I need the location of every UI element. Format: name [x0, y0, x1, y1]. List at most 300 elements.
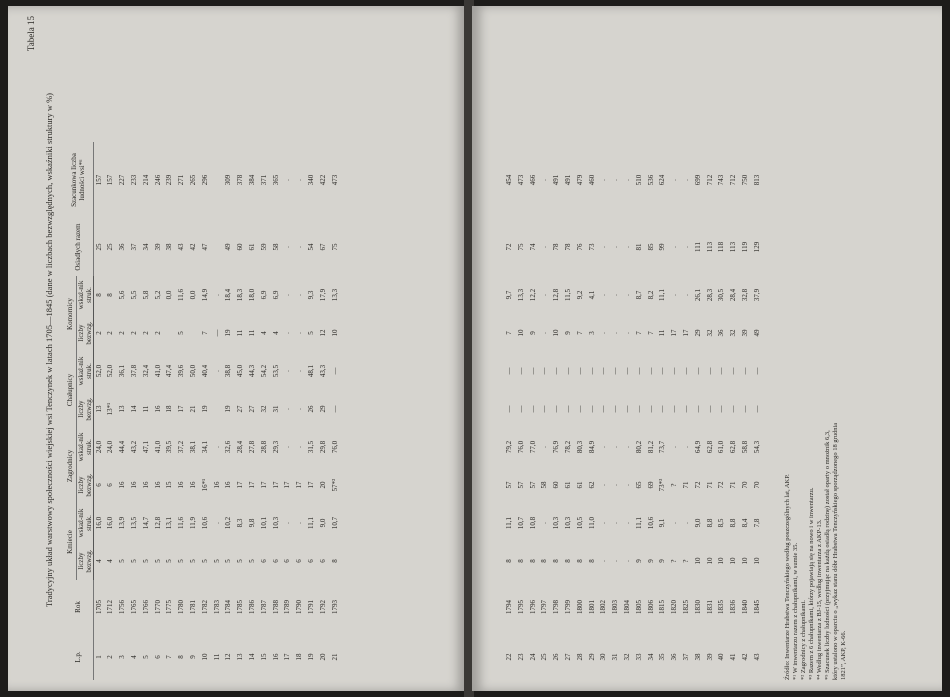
- table-cell: 6: [271, 559, 280, 563]
- header-lp: L.p.: [64, 634, 93, 680]
- table-cell: 1804: [622, 600, 631, 614]
- table-cell: 49: [224, 243, 233, 251]
- table-cell: 16: [153, 405, 162, 413]
- table-cell: 227: [118, 174, 127, 186]
- table-row: [247, 142, 259, 680]
- table-cell: 365: [271, 174, 280, 186]
- header-liczby: liczby bezwzg.: [76, 542, 93, 580]
- table-cell: —: [563, 367, 572, 375]
- table-cell: —: [552, 405, 561, 413]
- table-cell: 78: [552, 243, 561, 251]
- table-cell: 11: [247, 329, 256, 337]
- table-row: [212, 142, 224, 680]
- table-cell: —: [634, 405, 643, 413]
- table-cell: 0,0: [188, 290, 197, 300]
- table-row: [294, 142, 306, 680]
- table-cell: .: [611, 522, 620, 524]
- table-cell: 384: [247, 174, 256, 186]
- table-cell: 4: [259, 331, 268, 335]
- table-cell: 5,8: [141, 290, 150, 300]
- header-wskaznik: wskaź-nik struk.: [76, 352, 93, 390]
- table-row: [188, 142, 200, 680]
- table-cell: 1712: [106, 600, 115, 614]
- table-cell: 9: [634, 559, 643, 563]
- table-cell: 42: [740, 653, 749, 661]
- table-cell: —: [528, 367, 537, 375]
- table-cell: 39: [740, 329, 749, 337]
- table-cell: [212, 218, 224, 276]
- table-cell: —: [516, 405, 525, 413]
- table-cell: 5: [306, 331, 315, 335]
- table-cell: 41,0: [153, 364, 162, 378]
- table-cell: 31: [611, 653, 620, 661]
- table-cell: .: [283, 522, 292, 524]
- table-cell: .: [611, 560, 620, 562]
- table-cell: 8: [552, 559, 561, 563]
- table-cell: .: [599, 294, 608, 296]
- table-cell: 8: [505, 559, 513, 563]
- table-cell: .: [540, 522, 549, 524]
- table-cell: 30: [599, 653, 608, 661]
- table-cell: 712: [729, 174, 738, 186]
- table-cell: 11: [141, 405, 150, 413]
- table-cell: 7: [165, 655, 174, 659]
- table-cell: 17: [177, 405, 186, 413]
- table-cell: 9: [528, 331, 537, 335]
- table-cell: —: [599, 405, 608, 413]
- table-cell: 27,8: [247, 440, 256, 454]
- table-cell: 10,6: [646, 516, 655, 530]
- table-cell: 43: [752, 653, 761, 661]
- table-cell: 16: [118, 481, 127, 489]
- table-cell: 5: [188, 559, 197, 563]
- table-row: [141, 142, 153, 680]
- table-row: [646, 142, 658, 680]
- footnote-line: Źródło: Inwentarze Hrabstwa Tenczyńskiego według poszczególnych lat, AKP.: [784, 474, 791, 680]
- table-cell: 58: [271, 243, 280, 251]
- table-cell: 1815: [658, 600, 667, 614]
- table-cell: 43: [177, 243, 186, 251]
- footnote-line: *⁵ Szacunek liczby ludności (przyjmując na każdą osiadłą rodzinę) został oparty o mnożnik 6,3,: [824, 430, 831, 680]
- table-cell: 10,6: [200, 516, 209, 530]
- table-cell: .: [670, 522, 679, 524]
- table-cell: 624: [658, 174, 667, 186]
- table-cell: —: [752, 367, 761, 375]
- table-cell: .: [622, 246, 631, 248]
- table-cell: 1794: [505, 600, 513, 614]
- table-cell: 52,0: [106, 364, 115, 378]
- table-cell: 39,6: [177, 364, 186, 378]
- table-row: [752, 142, 764, 680]
- table-cell: 5: [177, 559, 186, 563]
- table-row: [598, 142, 610, 680]
- table-cell: 13: [118, 405, 127, 413]
- table-cell: 49: [752, 329, 761, 337]
- table-cell: 17: [247, 481, 256, 489]
- table-cell: 37,2: [177, 440, 186, 454]
- table-cell: —: [212, 329, 221, 337]
- table-cell: —: [693, 405, 702, 413]
- table-cell: 11,5: [563, 289, 572, 301]
- table-cell: 24,0: [94, 440, 103, 454]
- table-cell: 1790: [295, 600, 304, 614]
- table-cell: 11: [658, 329, 667, 337]
- table-cell: 5,5: [129, 290, 138, 300]
- table-row: [176, 142, 188, 680]
- table-cell: 75: [516, 243, 525, 251]
- table-cell: 20: [318, 481, 327, 489]
- table-cell: 12: [318, 329, 327, 337]
- table-cell: 5,6: [118, 290, 127, 300]
- table-cell: 8,4: [740, 518, 749, 528]
- table-cell: 2: [106, 331, 115, 335]
- table-cell: 5: [247, 559, 256, 563]
- table-cell: 32: [622, 653, 631, 661]
- table-cell: 6: [94, 483, 103, 487]
- table-cell: 81,2: [646, 440, 655, 454]
- table-row: [539, 142, 551, 680]
- table-cell: 10: [552, 329, 561, 337]
- table-cell: 72: [693, 481, 702, 489]
- table-cell: 1756: [118, 600, 127, 614]
- table-cell: 17: [670, 329, 679, 337]
- table-cell: 47,1: [141, 440, 150, 454]
- table-cell: 1782: [200, 600, 209, 614]
- table-cell: 1784: [224, 600, 233, 614]
- table-cell: —: [717, 367, 726, 375]
- table-cell: 8,7: [634, 290, 643, 300]
- table-cell: 32,6: [224, 440, 233, 454]
- table-cell: 25: [540, 653, 549, 661]
- table-cell: .: [283, 408, 292, 410]
- table-cell: 16: [153, 481, 162, 489]
- table-cell: 699: [693, 174, 702, 186]
- table-cell: 10: [330, 329, 339, 337]
- table-cell: 75: [330, 243, 339, 251]
- table-cell: .: [295, 370, 304, 372]
- table-cell: 14: [247, 653, 256, 661]
- table-cell: —: [505, 367, 513, 375]
- table-cell: 536: [646, 174, 655, 186]
- table-cell: 26,1: [693, 288, 702, 302]
- table-cell: 491: [563, 174, 572, 186]
- header-liczby: liczby bezwzg.: [76, 314, 93, 352]
- table-cell: 38,8: [224, 364, 233, 378]
- table-cell: 1835: [717, 600, 726, 614]
- table-cell: .: [622, 446, 631, 448]
- table-cell: 36: [717, 329, 726, 337]
- table-cell: 57: [505, 481, 513, 489]
- table-cell: 271: [177, 174, 186, 186]
- table-cell: 13*¹: [106, 402, 115, 416]
- table-cell: 113: [705, 241, 714, 253]
- table-cell: —: [752, 405, 761, 413]
- table-cell: 10,8: [528, 516, 537, 530]
- table-cell: 1: [94, 655, 103, 659]
- table-cell: 17,9: [318, 288, 327, 302]
- table-cell: 10,1: [259, 516, 268, 530]
- table-cell: 265: [188, 174, 197, 186]
- table-cell: 21: [330, 653, 339, 661]
- table-cell: 19: [306, 653, 315, 661]
- table-cell: 129: [752, 241, 761, 253]
- table-cell: 11,6: [177, 289, 186, 301]
- table-cell: 32: [729, 329, 738, 337]
- table-cell: 61,0: [717, 440, 726, 454]
- table-cell: 37,9: [752, 288, 761, 302]
- table-cell: 17: [283, 481, 292, 489]
- table-cell: 296: [200, 174, 209, 186]
- table-row: [563, 142, 575, 680]
- table-row: [235, 142, 247, 680]
- table-cell: —: [552, 367, 561, 375]
- table-cell: 38: [165, 243, 174, 251]
- table-cell: 16: [141, 481, 150, 489]
- table-cell: 7: [505, 331, 513, 335]
- table-cell: 28,4: [729, 288, 738, 302]
- table-cell: 34: [646, 653, 655, 661]
- table-cell: 52,0: [94, 364, 103, 378]
- table-cell: 29: [318, 405, 327, 413]
- table-cell: .: [212, 294, 221, 296]
- table-cell: 9: [188, 655, 197, 659]
- table-cell: —: [599, 367, 608, 375]
- table-cell: 53,5: [271, 364, 280, 378]
- table-cell: 479: [575, 174, 584, 186]
- table-cell: .: [599, 522, 608, 524]
- table-row: [306, 142, 318, 680]
- table-cell: 1801: [587, 600, 596, 614]
- table-cell: 76,0: [516, 440, 525, 454]
- table-cell: 9,7: [505, 290, 513, 300]
- table-cell: .: [295, 246, 304, 248]
- table-cell: 10: [717, 557, 726, 565]
- table-cell: 1765: [129, 600, 138, 614]
- table-cell: .: [681, 179, 690, 181]
- table-cell: 10: [729, 557, 738, 565]
- table-cell: 8: [177, 655, 186, 659]
- table-cell: —: [658, 405, 667, 413]
- table-cell: .: [212, 370, 221, 372]
- table-cell: 41,0: [153, 440, 162, 454]
- table-cell: .: [670, 294, 679, 296]
- table-cell: 1792: [318, 600, 327, 614]
- footnotes: [784, 423, 848, 680]
- table-cell: 57*²: [330, 478, 339, 492]
- table-cell: 19: [224, 405, 233, 413]
- table-cell: 76,9: [552, 440, 561, 454]
- table-cell: 5: [153, 559, 162, 563]
- table-cell: 79,2: [505, 440, 513, 454]
- table-cell: 111: [693, 242, 702, 252]
- table-cell: 1770: [153, 600, 162, 614]
- table-cell: 10: [752, 557, 761, 565]
- table-cell: 9,0: [693, 518, 702, 528]
- table-cell: 13: [236, 653, 245, 661]
- data-table-right: [504, 142, 764, 680]
- table-cell: .: [670, 446, 679, 448]
- table-caption: Tradycyjny układ warstwowy społeczności wiejskiej wsi Tenczynek w latach 1705—1845 (dane w liczbach bezwzględnych, wskaźniki struktury w %): [44, 93, 54, 607]
- table-cell: 17: [271, 481, 280, 489]
- table-cell: 13: [94, 405, 103, 413]
- table-cell: 27: [247, 405, 256, 413]
- table-cell: 37,8: [129, 364, 138, 378]
- table-cell: 1820: [670, 600, 679, 614]
- table-cell: 32,8: [740, 288, 749, 302]
- table-cell: 71: [681, 481, 690, 489]
- table-cell: 4: [271, 331, 280, 335]
- table-cell: 76,0: [330, 440, 339, 454]
- table-cell: 73*³: [658, 478, 667, 492]
- table-cell: 7: [200, 331, 209, 335]
- table-cell: ?: [670, 559, 679, 563]
- table-cell: 1805: [634, 600, 643, 614]
- table-cell: 14,9: [200, 288, 209, 302]
- table-cell: 17: [306, 481, 315, 489]
- table-cell: —: [717, 405, 726, 413]
- footnote-line: *² Zagrodnicy z chałupnikami.: [800, 600, 807, 680]
- table-row: [93, 142, 105, 680]
- table-cell: .: [611, 246, 620, 248]
- table-cell: —: [681, 367, 690, 375]
- table-cell: .: [599, 179, 608, 181]
- table-cell: 3: [118, 655, 127, 659]
- table-cell: 24: [528, 653, 537, 661]
- table-cell: 1705: [94, 600, 103, 614]
- table-cell: 62,8: [705, 440, 714, 454]
- table-cell: .: [540, 246, 549, 248]
- table-cell: 65: [634, 481, 643, 489]
- table-cell: .: [611, 446, 620, 448]
- footnote-line: *⁴ Według inwentarza z BJ-15, według inwentarza z AKP-13.: [816, 519, 823, 680]
- table-row: [587, 142, 599, 680]
- table-cell: 60: [236, 243, 245, 251]
- table-cell: 61: [575, 481, 584, 489]
- table-cell: 25: [94, 243, 103, 251]
- table-cell: .: [681, 246, 690, 248]
- header-komornicy: Komornicy: [64, 276, 76, 352]
- table-cell: 15: [259, 653, 268, 661]
- table-row: [528, 142, 540, 680]
- table-cell: 6: [283, 559, 292, 563]
- table-row: [610, 142, 622, 680]
- table-cell: 74: [528, 243, 537, 251]
- table-cell: ?: [670, 483, 679, 487]
- table-cell: —: [622, 367, 631, 375]
- table-cell: 8,2: [646, 290, 655, 300]
- table-cell: 1836: [729, 600, 738, 614]
- table-cell: 62: [587, 481, 596, 489]
- table-cell: 30,5: [717, 288, 726, 302]
- table-cell: 73,7: [658, 440, 667, 454]
- table-cell: —: [681, 405, 690, 413]
- table-cell: .: [681, 446, 690, 448]
- table-row: [223, 142, 235, 680]
- table-cell: 466: [528, 174, 537, 186]
- table-cell: 5: [236, 559, 245, 563]
- table-cell: 6: [295, 559, 304, 563]
- table-cell: —: [587, 405, 596, 413]
- table-cell: 5: [212, 559, 221, 563]
- table-cell: 10: [705, 557, 714, 565]
- table-cell: 6: [106, 483, 115, 487]
- table-cell: —: [528, 405, 537, 413]
- table-cell: .: [611, 484, 620, 486]
- table-cell: 8,8: [729, 518, 738, 528]
- table-cell: 23: [516, 653, 525, 661]
- table-cell: .: [681, 522, 690, 524]
- table-row: [129, 142, 141, 680]
- table-cell: 12,2: [528, 288, 537, 302]
- header-wskaznik: wskaź-nik struk.: [76, 504, 93, 542]
- table-cell: 39: [705, 653, 714, 661]
- table-cell: .: [295, 522, 304, 524]
- table-row: [516, 142, 528, 680]
- table-cell: 13,3: [516, 288, 525, 302]
- table-cell: 25: [106, 243, 115, 251]
- table-cell: 1791: [306, 600, 315, 614]
- table-cell: .: [283, 246, 292, 248]
- header-osiadlych: Osiadłych razem: [64, 218, 93, 276]
- table-cell: 1806: [646, 600, 655, 614]
- table-cell: 12: [224, 653, 233, 661]
- table-cell: 813: [752, 174, 761, 186]
- table-cell: 18,0: [247, 288, 256, 302]
- table-cell: 233: [129, 174, 138, 186]
- table-cell: 32: [705, 329, 714, 337]
- table-cell: 16: [188, 481, 197, 489]
- table-cell: 8: [528, 559, 537, 563]
- table-cell: 510: [634, 174, 643, 186]
- table-cell: 11,1: [505, 517, 513, 529]
- table-cell: 99: [658, 243, 667, 251]
- table-cell: .: [540, 332, 549, 334]
- table-cell: 9,1: [658, 518, 667, 528]
- table-cell: 750: [740, 174, 749, 186]
- table-cell: —: [693, 367, 702, 375]
- table-cell: 34: [141, 243, 150, 251]
- table-cell: 43,3: [318, 364, 327, 378]
- table-cell: 42: [188, 243, 197, 251]
- table-cell: 712: [705, 174, 714, 186]
- table-cell: 16: [177, 481, 186, 489]
- table-cell: .: [670, 246, 679, 248]
- table-cell: 39: [153, 243, 162, 251]
- table-cell: 17: [283, 653, 292, 661]
- table-cell: 1831: [705, 600, 714, 614]
- footnote-line: 1821”, AKP, K-66.: [840, 630, 847, 680]
- table-cell: 72: [717, 481, 726, 489]
- table-row: [622, 142, 634, 680]
- table-cell: —: [330, 405, 339, 413]
- table-cell: .: [611, 179, 620, 181]
- table-cell: 11: [212, 653, 221, 661]
- table-cell: 16*¹: [200, 478, 209, 492]
- table-cell: 157: [106, 174, 115, 186]
- footnote-line: *¹ W inwentarzu razem z chałupnikami, w sumie 35.: [792, 542, 799, 680]
- table-cell: 8,3: [236, 518, 245, 528]
- table-cell: 13,5: [129, 516, 138, 530]
- table-cell: 9: [646, 559, 655, 563]
- table-row: [634, 142, 646, 680]
- table-cell: 113: [729, 241, 738, 253]
- header-rok: Rok: [64, 580, 93, 634]
- table-cell: 12,8: [552, 288, 561, 302]
- table-cell: 9,2: [575, 290, 584, 300]
- table-cell: 37: [681, 653, 690, 661]
- table-cell: 11,1: [658, 289, 667, 301]
- table-cell: 7,8: [752, 518, 761, 528]
